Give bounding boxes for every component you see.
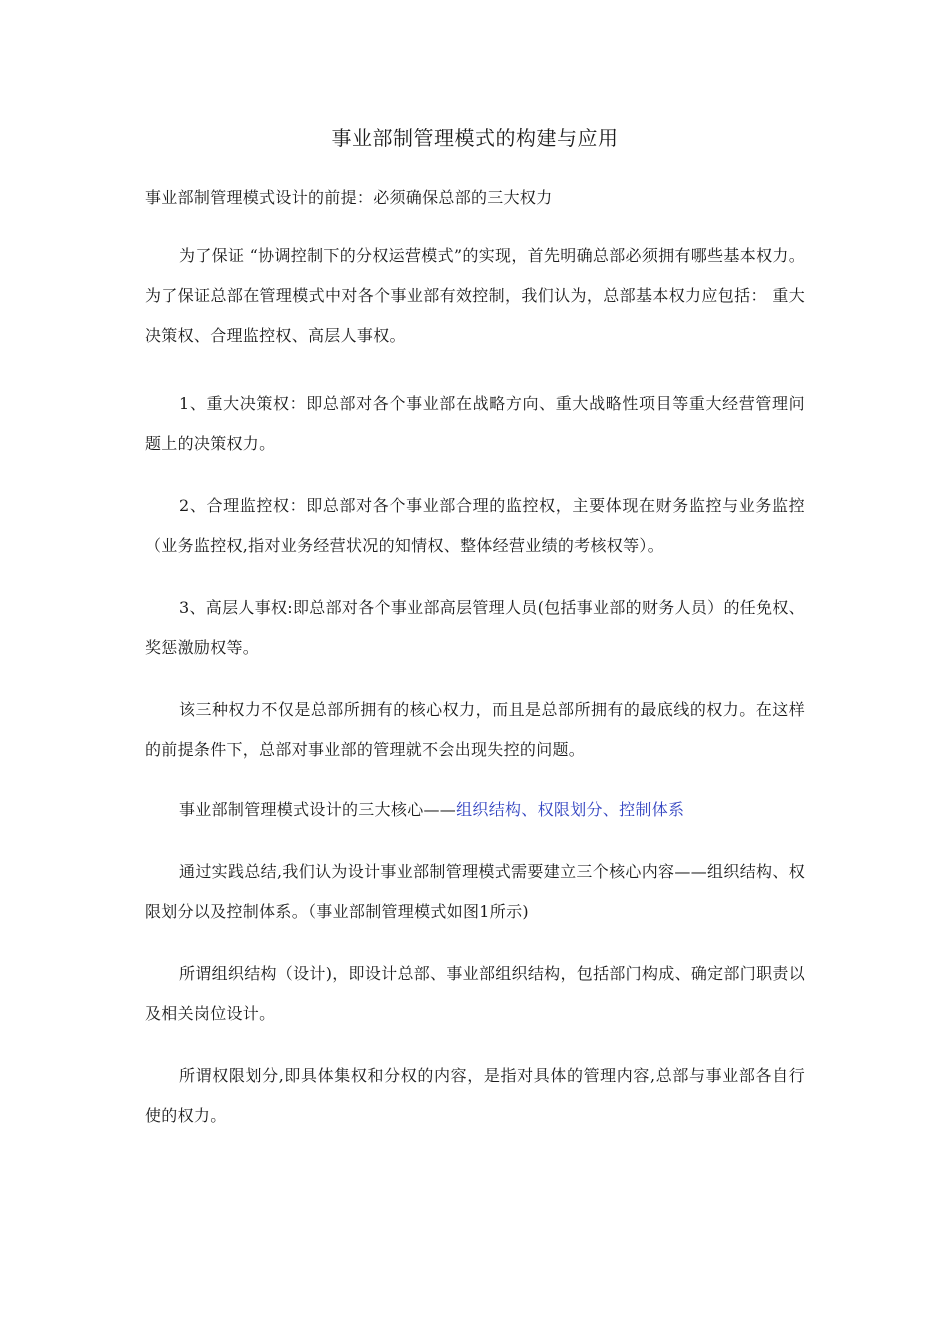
paragraph-authority-division: 所谓权限划分,即具体集权和分权的内容，是指对具体的管理内容,总部与事业部各自行使的权力。 <box>145 1066 805 1125</box>
document-title: 事业部制管理模式的构建与应用 <box>331 126 619 150</box>
paragraph-monitoring-power: 2、合理监控权：即总部对各个事业部合理的监控权，主要体现在财务监控与业务监控（业务监控权,指对业务经营状况的知情权、整体经营业绩的考核权等）。 <box>145 496 805 555</box>
core-heading-prefix: 事业部制管理模式设计的三大核心—— <box>179 800 457 819</box>
paragraph-decision-power: 1、重大决策权：即总部对各个事业部在战略方向、重大战略性项目等重大经营管理问题上的决策权力。 <box>145 394 805 453</box>
paragraph-intro: 为了保证 “协调控制下的分权运营模式”的实现，首先明确总部必须拥有哪些基本权力。为了保证总部在管理模式中对各个事业部有效控制，我们认为，总部基本权力应包括： 重大决策权、合理监控权、高层人事权。 <box>145 246 805 345</box>
paragraph-org-structure: 所谓组织结构（设计)，即设计总部、事业部组织结构，包括部门构成、确定部门职责以及相关岗位设计。 <box>145 964 805 1023</box>
paragraph-personnel-power: 3、高层人事权:即总部对各个事业部高层管理人员(包括事业部的财务人员）的任免权、奖惩激励权等。 <box>145 598 805 657</box>
core-heading-link[interactable]: 组织结构、权限划分、控制体系 <box>456 800 685 819</box>
section-subtitle: 事业部制管理模式设计的前提：必须确保总部的三大权力 <box>145 188 553 207</box>
paragraph-three-cores: 通过实践总结,我们认为设计事业部制管理模式需要建立三个核心内容——组织结构、权限划分以及控制体系。（事业部制管理模式如图1所示) <box>145 862 805 921</box>
core-heading <box>145 790 805 830</box>
paragraph-summary: 该三种权力不仅是总部所拥有的核心权力，而且是总部所拥有的最底线的权力。在这样的前提条件下，总部对事业部的管理就不会出现失控的问题。 <box>145 700 805 759</box>
